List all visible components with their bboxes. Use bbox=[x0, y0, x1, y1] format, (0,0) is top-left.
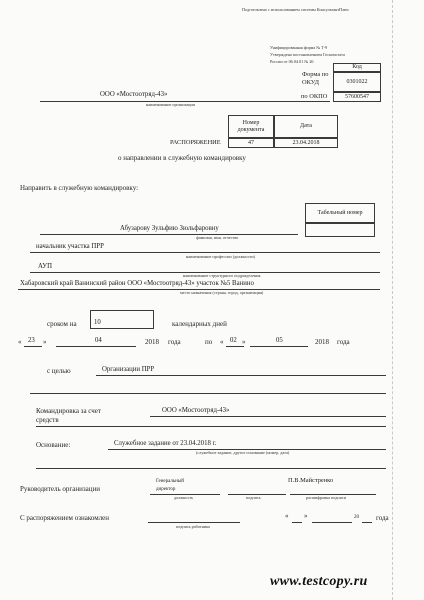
purpose-line bbox=[96, 375, 386, 376]
direct-label: Направить в служебную командировку: bbox=[20, 184, 139, 192]
site-watermark: www.testcopy.ru bbox=[270, 574, 368, 589]
consultant-note: Подготовлено с использованием системы КонсультантПлюс bbox=[242, 7, 350, 12]
okud-label-1: Форма по bbox=[302, 71, 329, 78]
doc-date-header: Дата bbox=[274, 115, 338, 138]
purpose-line-2 bbox=[30, 393, 386, 394]
organization-caption: наименование организации bbox=[146, 102, 195, 107]
to-year-word: года bbox=[337, 338, 350, 346]
trip-destination-caption: место назначения (страна, город, организация) bbox=[180, 290, 264, 295]
employee-name-line bbox=[40, 234, 298, 235]
head-label: Руководитель организации bbox=[20, 485, 100, 493]
purpose-value: Организации ПРР bbox=[102, 366, 155, 373]
head-name: П.В.Майстренко bbox=[288, 477, 334, 484]
doc-number-value: 47 bbox=[228, 138, 274, 148]
okpo-label: по ОКПО bbox=[301, 93, 328, 100]
period-po: по bbox=[205, 338, 213, 346]
tabel-number-header: Табельный номер bbox=[305, 203, 375, 223]
page-fold-line bbox=[392, 0, 393, 600]
from-month-line bbox=[56, 346, 136, 347]
employee-position: начальник участка ПРР bbox=[36, 243, 104, 250]
head-cap-decode: расшифровка подписи bbox=[306, 495, 346, 500]
to-month: 05 bbox=[276, 337, 283, 344]
funding-line bbox=[150, 416, 386, 417]
kod-header: Код bbox=[333, 63, 381, 72]
approval-line-2: России от 06.04.01 № 26 bbox=[270, 59, 314, 64]
form-name: Унифицированная форма № Т-9 bbox=[270, 45, 328, 50]
funding-label-2: средств bbox=[36, 416, 59, 424]
acquainted-year-prefix: 20 bbox=[354, 515, 359, 520]
head-cap-signature: подпись bbox=[246, 495, 261, 500]
to-year: 2018 bbox=[315, 338, 329, 346]
employee-name: Абузарову Зульфию Зюльфаровну bbox=[120, 225, 219, 232]
acquainted-label: С распоряжением ознакомлен bbox=[20, 514, 110, 522]
doc-number-header: Номер документа bbox=[228, 115, 274, 138]
doc-type-label: РАСПОРЯЖЕНИЕ bbox=[170, 139, 221, 146]
to-month-line bbox=[250, 346, 308, 347]
from-day: 23 bbox=[28, 337, 35, 344]
term-days-label: календарных дней bbox=[172, 320, 227, 328]
employee-department-caption: наименование структурного подразделения bbox=[183, 273, 261, 278]
acquainted-signature-line bbox=[148, 522, 240, 523]
acquainted-year-word: года bbox=[376, 514, 389, 522]
to-day: 02 bbox=[230, 337, 237, 344]
acquainted-quote-close: » bbox=[304, 512, 308, 520]
basis-line-2 bbox=[36, 468, 386, 469]
acquainted-month-line bbox=[312, 522, 352, 523]
employee-position-caption: наименование профессии (должности) bbox=[186, 254, 256, 259]
okud-code-cell: 0301022 bbox=[333, 72, 381, 92]
from-year-word: года bbox=[168, 338, 181, 346]
from-year: 2018 bbox=[145, 338, 159, 346]
acquainted-quote-open: « bbox=[285, 512, 289, 520]
doc-date-value: 23.04.2018 bbox=[274, 138, 338, 148]
acquainted-day-line bbox=[292, 522, 302, 523]
from-month: 04 bbox=[95, 337, 102, 344]
to-quote-open: « bbox=[220, 338, 224, 346]
employee-department: АУП bbox=[38, 263, 53, 270]
basis-value: Служебное задание от 23.04.2018 г. bbox=[114, 440, 217, 447]
purpose-label: с целью bbox=[47, 367, 71, 375]
head-position-2: директор bbox=[156, 487, 176, 492]
basis-label: Основание: bbox=[36, 441, 71, 449]
order-subject: о направлении в служебную командировку bbox=[118, 154, 246, 162]
okud-label-2: ОКУД bbox=[302, 79, 319, 86]
funding-value: ООО «Мостоотряд-43» bbox=[162, 407, 230, 414]
from-quote-close: » bbox=[43, 338, 47, 346]
employee-position-line bbox=[30, 252, 380, 253]
head-position-1: Генеральный bbox=[156, 479, 184, 484]
acquainted-year-line bbox=[362, 522, 372, 523]
from-day-line bbox=[24, 346, 42, 347]
head-cap-position: должность bbox=[174, 495, 194, 500]
funding-label-1: Командировка за счет bbox=[36, 407, 101, 415]
okpo-code-cell: 57600547 bbox=[333, 92, 381, 102]
trip-destination: Хабаровский край Ванинский район ООО «Мостоотряд-43» участок №5 Ванино bbox=[20, 280, 254, 287]
to-quote-close: » bbox=[242, 338, 246, 346]
employee-name-caption: фамилия, имя, отчество bbox=[196, 235, 239, 240]
from-quote-open: « bbox=[18, 338, 22, 346]
approval-line-1: Утверждена постановлением Госкомстата bbox=[270, 52, 345, 57]
term-days-value: 10 bbox=[94, 319, 101, 326]
tabel-number-value bbox=[305, 223, 375, 237]
basis-caption: (служебное задание, другое основание (номер, дата) bbox=[196, 450, 290, 455]
funding-line-2 bbox=[36, 426, 386, 427]
term-label: сроком на bbox=[47, 320, 77, 328]
to-day-line bbox=[226, 346, 244, 347]
organization-name: ООО «Мостоотряд-43» bbox=[100, 91, 168, 98]
acquainted-cap-signature: подпись работника bbox=[176, 524, 210, 529]
